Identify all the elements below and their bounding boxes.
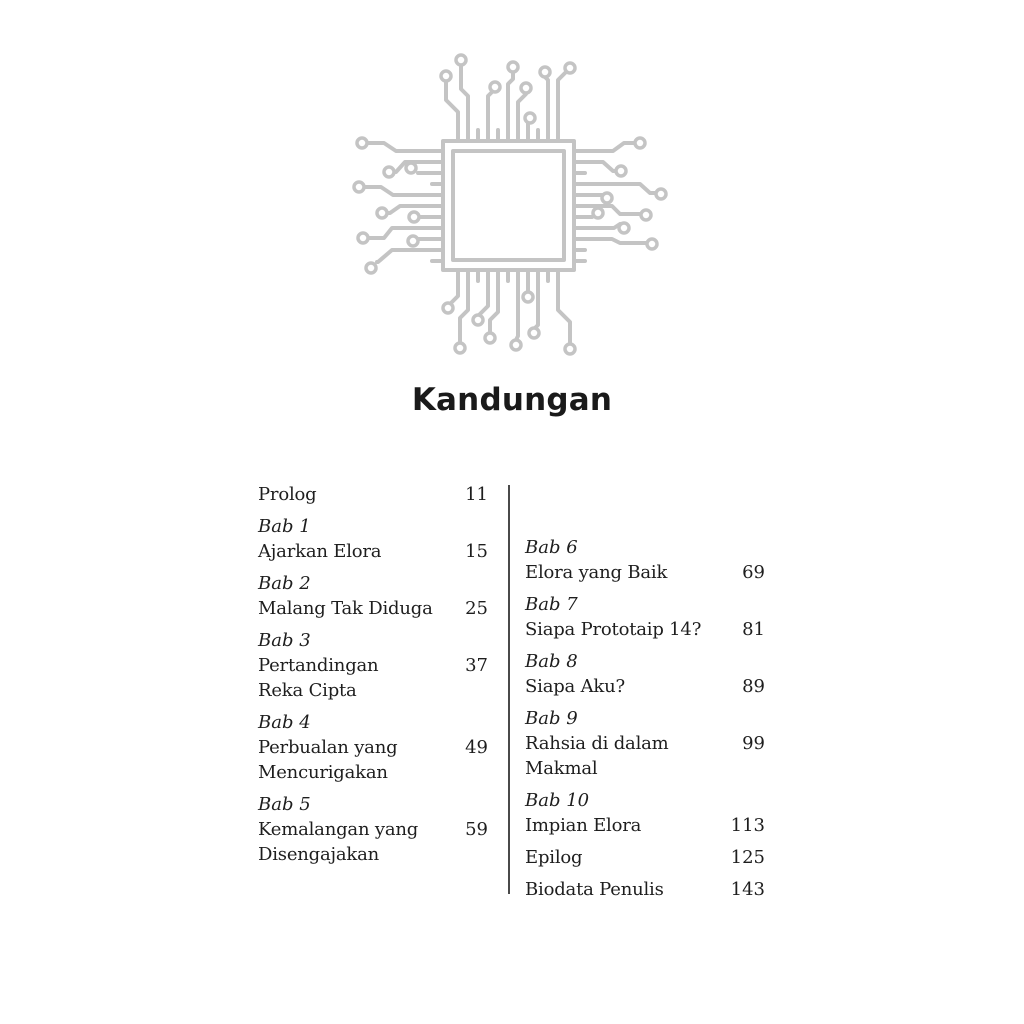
- chapter-title: Kemalangan yang Disengajakan: [258, 819, 419, 865]
- toc-entry: [525, 877, 765, 902]
- chapter-title: Rahsia di dalam Makmal: [525, 733, 669, 779]
- page-number: 125: [730, 847, 765, 868]
- page-title: Kandungan: [411, 382, 613, 418]
- toc-row: [258, 539, 488, 564]
- toc-row: [258, 482, 488, 507]
- chapter-title: Epilog: [525, 847, 583, 868]
- toc-row: [525, 560, 765, 585]
- toc-entry: [525, 706, 765, 781]
- chapter-title: Biodata Penulis: [525, 879, 664, 900]
- chapter-number: Bab 6: [525, 537, 578, 558]
- toc-left-column: [258, 482, 488, 874]
- toc-row: [525, 731, 765, 781]
- toc-row: [525, 617, 765, 642]
- toc-entry: [258, 628, 488, 703]
- chapter-title: Malang Tak Diduga: [258, 598, 433, 619]
- chapter-title: Impian Elora: [525, 815, 642, 836]
- chapter-title: Pertandingan Reka Cipta: [258, 655, 379, 701]
- column-divider: [508, 485, 510, 894]
- page-number: 113: [730, 815, 765, 836]
- page-number: 81: [742, 619, 765, 640]
- page-number: 25: [465, 598, 488, 619]
- toc-row: [258, 653, 488, 703]
- toc-entry: [525, 788, 765, 838]
- chapter-number: Bab 7: [525, 594, 578, 615]
- page-number: 59: [465, 819, 488, 840]
- chapter-title: Perbualan yang Mencurigakan: [258, 737, 398, 783]
- page-number: 143: [730, 879, 765, 900]
- toc-entry: [258, 710, 488, 785]
- microchip-icon: [340, 40, 680, 370]
- toc-entry: [258, 482, 488, 507]
- toc-row: [525, 813, 765, 838]
- toc-entry: [258, 792, 488, 867]
- chapter-number: Bab 10: [525, 790, 590, 811]
- toc-entry: [525, 535, 765, 585]
- chapter-number: Bab 1: [258, 516, 311, 537]
- toc-row: [525, 674, 765, 699]
- toc-entry: [258, 571, 488, 621]
- toc-row: [258, 596, 488, 621]
- toc-entry: [525, 649, 765, 699]
- toc-row: [525, 845, 765, 870]
- toc-row: [525, 877, 765, 902]
- page-number: 69: [742, 562, 765, 583]
- toc-row: [258, 817, 488, 867]
- page-number: 37: [465, 655, 488, 676]
- chapter-title: Elora yang Baik: [525, 562, 668, 583]
- chapter-title: Ajarkan Elora: [258, 541, 382, 562]
- chapter-title: Prolog: [258, 484, 317, 505]
- chapter-number: Bab 3: [258, 630, 311, 651]
- toc-entry: [525, 592, 765, 642]
- toc-entry: [258, 514, 488, 564]
- chapter-number: Bab 9: [525, 708, 578, 729]
- page-number: 15: [465, 541, 488, 562]
- chapter-title: Siapa Aku?: [525, 676, 625, 697]
- page-number: 99: [742, 733, 765, 754]
- page-number: 89: [742, 676, 765, 697]
- chapter-number: Bab 4: [258, 712, 311, 733]
- chapter-number: Bab 2: [258, 573, 311, 594]
- toc-right-column: [525, 535, 765, 909]
- page-number: 11: [465, 484, 488, 505]
- chapter-number: Bab 5: [258, 794, 311, 815]
- chapter-title: Siapa Prototaip 14?: [525, 619, 702, 640]
- chapter-number: Bab 8: [525, 651, 578, 672]
- toc-row: [258, 735, 488, 785]
- toc-entry: [525, 845, 765, 870]
- page-number: 49: [465, 737, 488, 758]
